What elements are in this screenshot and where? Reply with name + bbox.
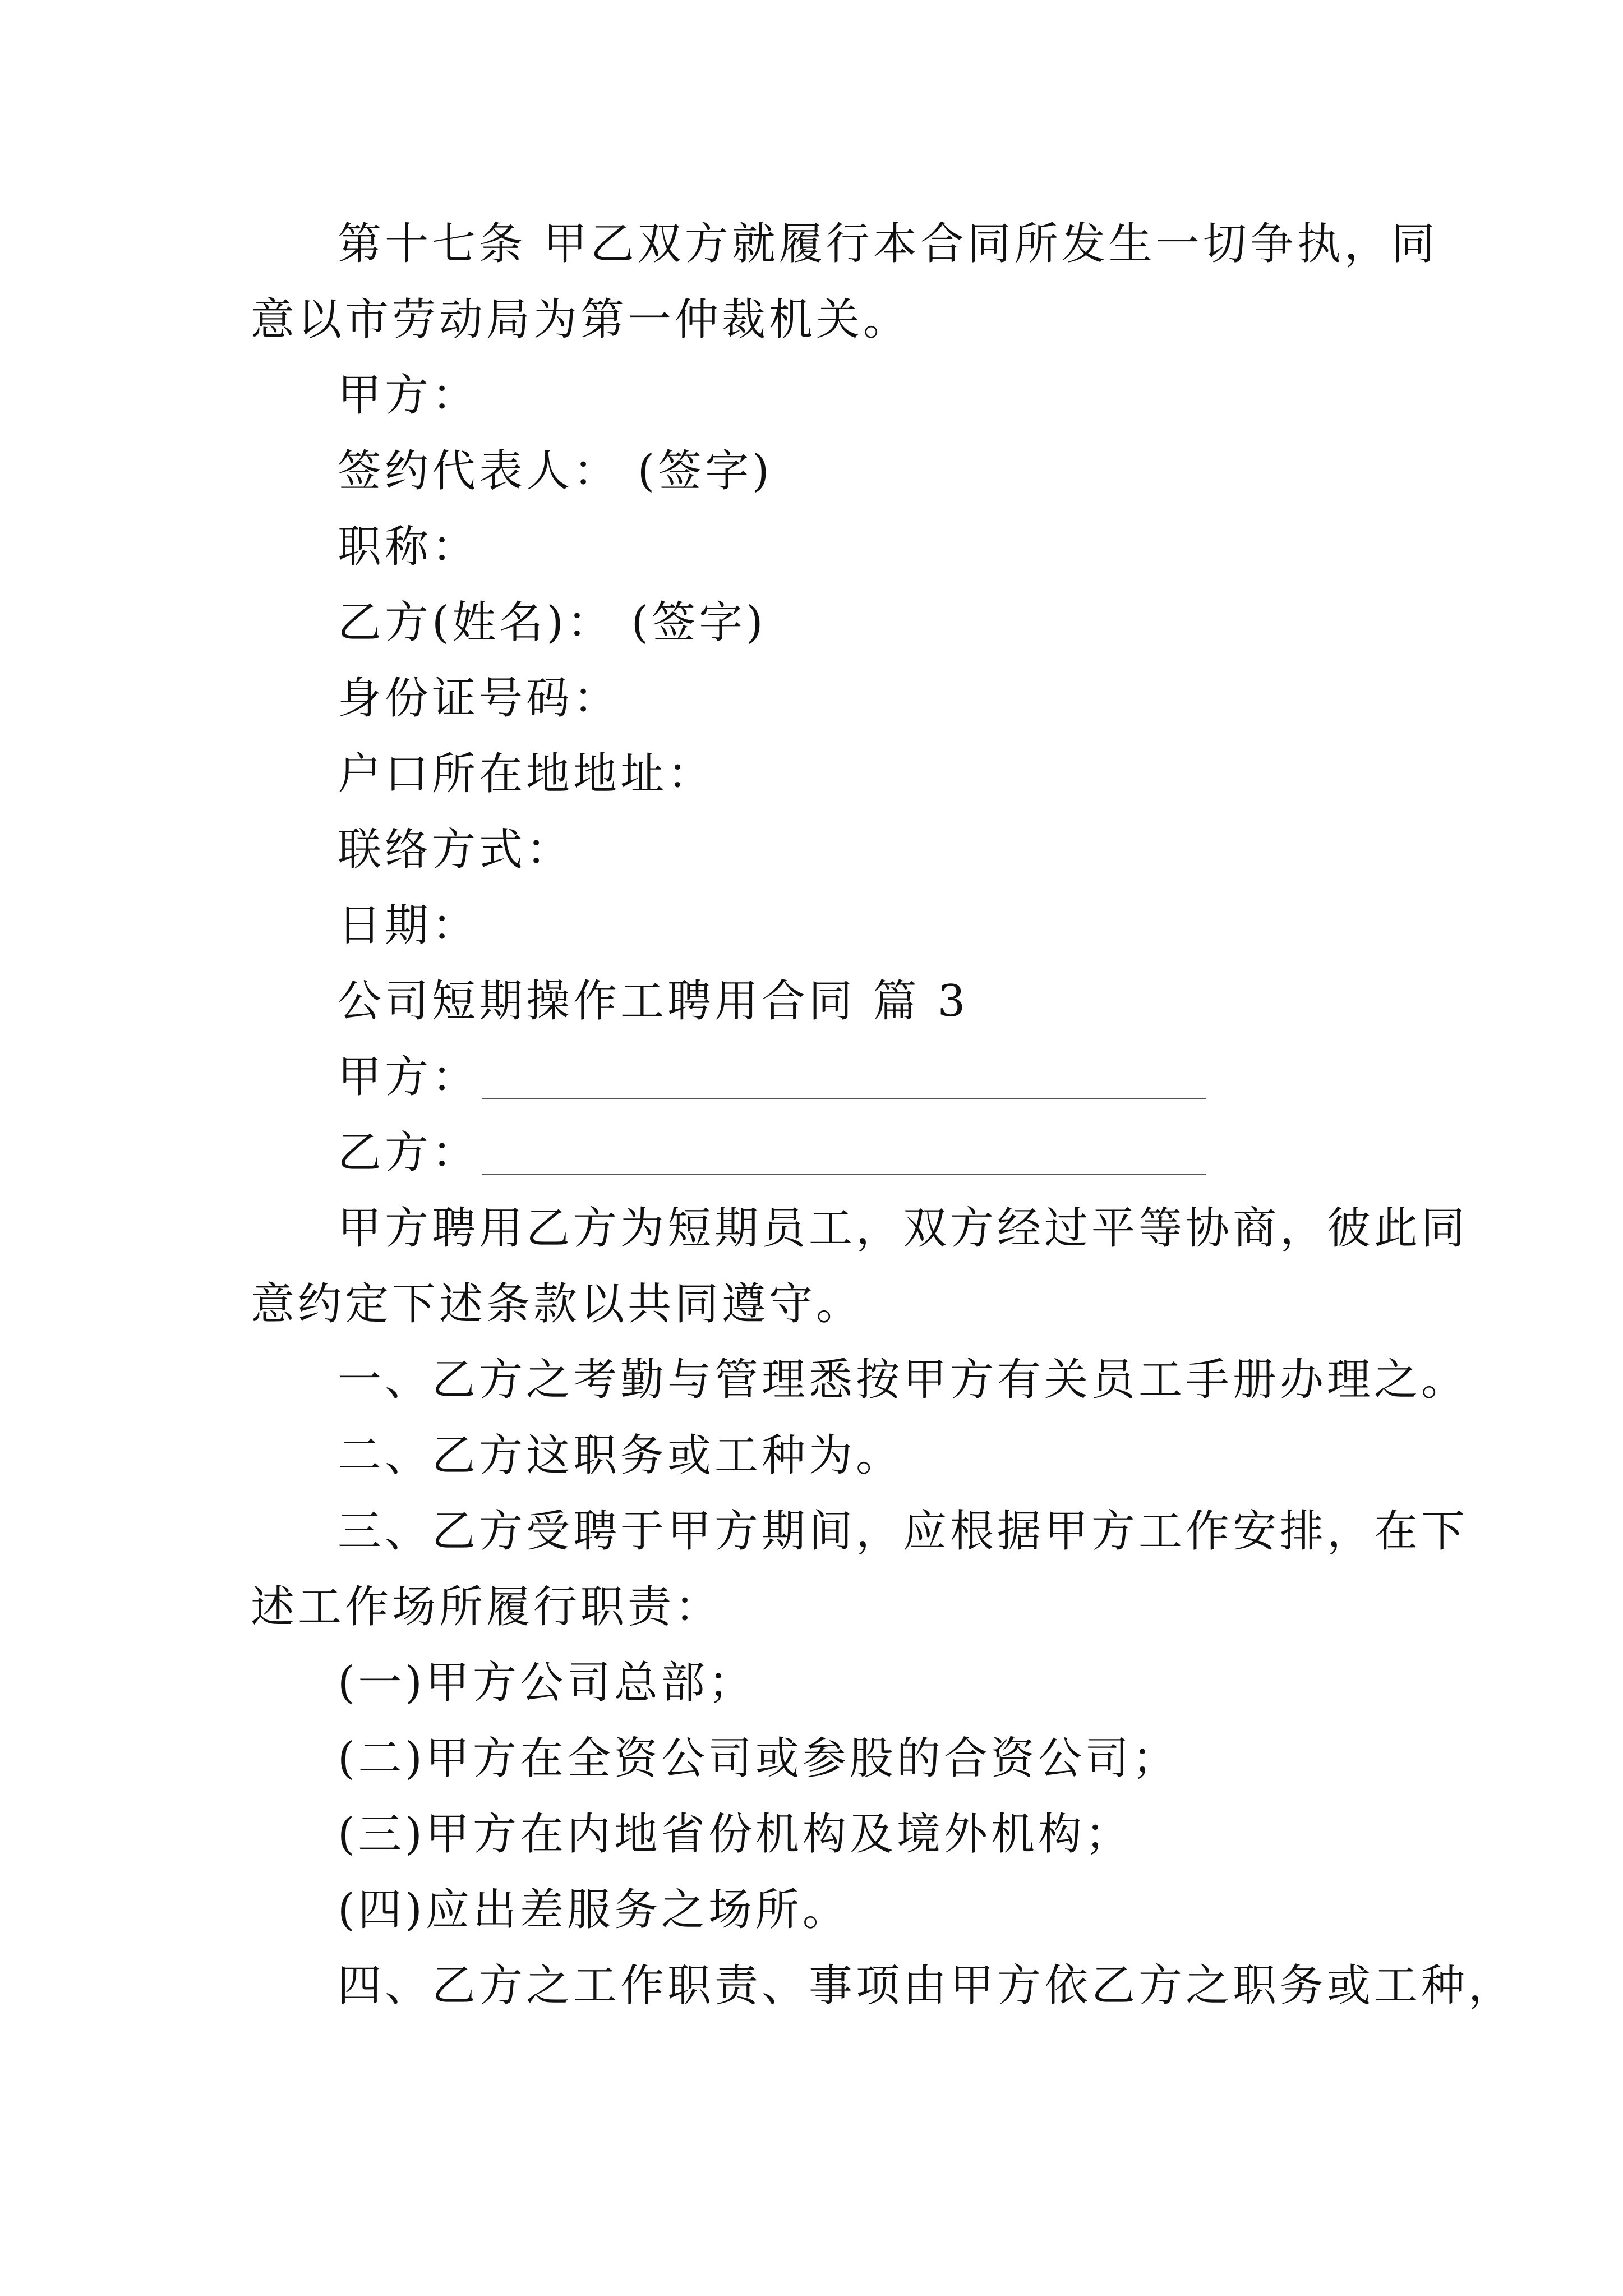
party-b-field-label: 乙方：: [338, 1128, 479, 1178]
date-label: 日期：: [338, 900, 479, 951]
party-a-blank-line: [482, 1097, 1206, 1099]
clause-2: 二、乙方这职务或工种为。: [338, 1430, 903, 1481]
party-a-field: [0, 1049, 1623, 1105]
intro-line-1: 甲方聘用乙方为短期员工，双方经过平等协商，彼此同: [338, 1203, 1469, 1254]
article-17-line-2: 意以市劳动局为第一仲裁机关。: [251, 295, 911, 345]
clause-1: 一、乙方之考勤与管理悉按甲方有关员工手册办理之。: [338, 1355, 1469, 1405]
article-17-line-1: 第十七条 甲乙双方就履行本合同所发生一切争执，同: [338, 219, 1438, 269]
job-title-label: 职称：: [338, 522, 479, 572]
item-3: (三)甲方在内地省份机构及境外机构；: [338, 1809, 1132, 1860]
party-a-label: 甲方：: [338, 370, 479, 421]
household-address-label: 户口所在地地址：: [338, 749, 715, 799]
clause-3-line-1: 三、乙方受聘于甲方期间，应根据甲方工作安排，在下: [338, 1506, 1469, 1557]
contact-label: 联络方式：: [338, 825, 574, 875]
contract-heading: 公司短期操作工聘用合同 篇 3: [338, 976, 969, 1027]
clause-3-line-2: 述工作场所履行职责：: [251, 1582, 722, 1632]
item-1: (一)甲方公司总部；: [338, 1658, 755, 1708]
id-number-label: 身份证号码：: [338, 673, 621, 724]
signatory-label: 签约代表人： (签字): [338, 446, 773, 496]
party-b-name-label: 乙方(姓名)： (签字): [338, 597, 767, 648]
item-4: (四)应出差服务之场所。: [338, 1885, 850, 1935]
party-a-field-label: 甲方：: [338, 1052, 479, 1102]
party-b-blank-line: [482, 1172, 1206, 1175]
clause-4-line-1: 四、乙方之工作职责、事项由甲方依乙方之职务或工种，: [338, 1961, 1516, 2011]
intro-line-2: 意约定下述条款以共同遵守。: [251, 1279, 864, 1329]
party-b-field: [0, 1125, 1623, 1181]
item-2: (二)甲方在全资公司或参股的合资公司；: [338, 1733, 1179, 1784]
